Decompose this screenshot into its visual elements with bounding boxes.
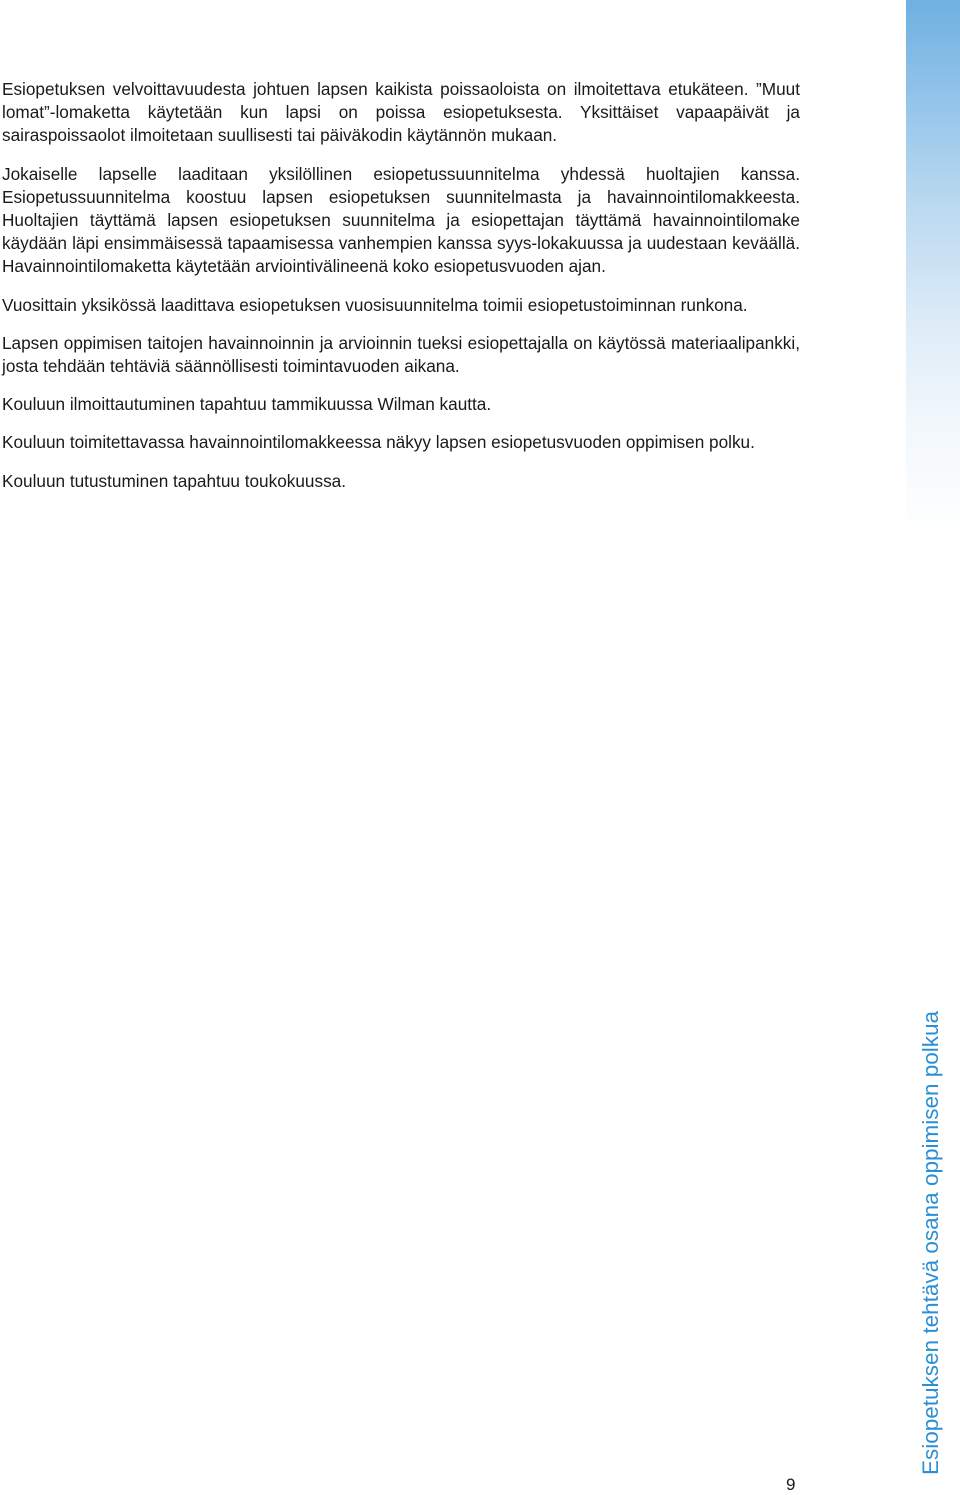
paragraph-observation-form: Kouluun toimitettavassa havainnointilomakkeessa näkyy lapsen esiopetusvuoden oppimisen polku. — [2, 432, 755, 453]
document-body — [2, 78, 800, 508]
paragraph-annual-plan: Vuosittain yksikössä laadittava esiopetuksen vuosisuunnitelma toimii esiopetustoiminnan runkona. — [2, 294, 748, 315]
paragraph-school-registration: Kouluun ilmoittautuminen tapahtuu tammikuussa Wilman kautta. — [2, 394, 492, 415]
page-number: 9 — [786, 1475, 796, 1494]
paragraph-absences: Esiopetuksen velvoittavuudesta johtuen lapsen kaikista poissaoloista on ilmoitettava etukäteen. ”Muut lomat”-lomaketta käytetään kun lapsi on poissa esiopetuksesta. Yksittäiset vapaapäivät ja sairaspoissaolot ilmoitetaan suullisesti tai päiväkodin käytännön mukaan. — [2, 79, 800, 146]
section-side-title: Esiopetuksen tehtävä osana oppimisen polkua — [918, 1010, 943, 1475]
paragraph-material-bank: Lapsen oppimisen taitojen havainnoinnin ja arvioinnin tueksi esiopettajalla on käytössä materiaalipankki, josta tehdään tehtäviä säännöllisesti toimintavuoden aikana. — [2, 332, 800, 377]
paragraph-individual-plan: Jokaiselle lapselle laaditaan yksilöllinen esiopetussuunnitelma yhdessä huoltajien kanssa. Esiopetussuunnitelma koostuu lapsen esiopetuksen suunnitelmasta ja havainnointilomakkeesta. Huoltajien täyttämä lapsen esiopetuksen suunnitelma ja esiopettajan täyttämä havainnointilomake käydään läpi ensimmäisessä tapaamisessa vanhempien kanssa syys-lokakuussa ja uudestaan keväällä. Havainnointilomaketta käytetään arviointivälineenä koko esiopetusvuoden ajan. — [2, 163, 800, 277]
paragraph-school-visit: Kouluun tutustuminen tapahtuu toukokuussa. — [2, 470, 346, 491]
